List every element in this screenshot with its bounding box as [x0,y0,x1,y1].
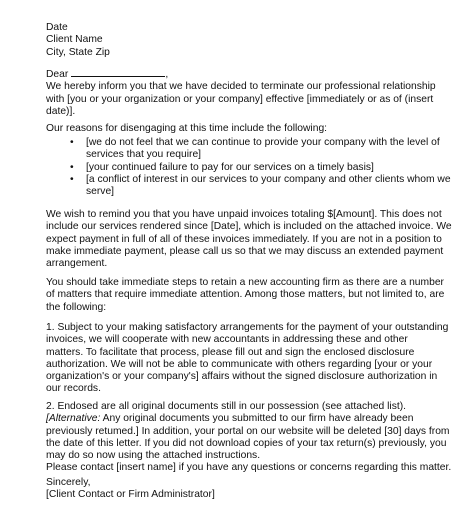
invoices-line-5: arrangement. [46,258,108,270]
invoices-line-2: include our services rendered since [Date], which is included on the attached invoice. We [46,221,452,233]
reason-3-line-2: serve] [86,186,115,198]
steps-line-2: of matters that require immediate attention. Among those matters, but not limited to, are [46,289,445,301]
item-2-line-4: the date of this letter. If you did not download copies of your tax return(s) previously, you [46,437,447,449]
invoices-paragraph [46,209,466,270]
item-1-line-5: organization's or your company's] affairs without the signed disclosure authorization in [46,371,438,383]
reason-1-line-1: [we do not feel that we can continue to provide your company with the level of [86,137,440,148]
reasons-list [62,137,466,198]
item-1-line-3: matters. To facilitate that process, please fill out and sign the enclosed disclosure [46,346,415,358]
steps-line-1: You should take immediate steps to retain a new accounting firm as there are a number [46,277,444,288]
item-1-paragraph [46,322,466,396]
recipient-blank-line [71,67,165,77]
signer-line: [Client Contact or Firm Administrator] [46,489,215,501]
reason-1-line-2: services that you require] [86,149,202,161]
list-item [62,137,466,162]
reason-3-line-1: [a conflict of interest in our services to your company and other clients whom we [86,173,451,185]
item-2-line-2 [46,413,466,425]
item-2-line-6: Please contact [insert name] if you have any questions or concerns regarding this matter. [46,462,452,474]
intro-line-1: We hereby inform you that we have decided to terminate our professional relationship [46,81,436,93]
item-1-line-1: 1. Subject to your making satisfactory arrangements for the payment of your outstanding [46,322,449,333]
salutation-text: Dear [46,69,69,80]
bullet-icon: • [70,173,74,185]
item-2-line-5: may do so now using the attached instructions. [46,450,261,462]
date-line: Date [46,22,68,33]
closing-block [46,477,466,502]
item-2-line-1: 2. Endosed are all original documents still in our possession (see attached list). [46,401,407,412]
salutation-line [46,67,466,81]
recipient-block [46,22,466,59]
city-state-zip-line: City, State Zip [46,46,110,58]
item-2-line-2-rest: Any original documents you submitted to our firm have already been [100,413,414,425]
intro-line-3: date)]. [46,105,76,117]
reason-2-line-1: [your continued failure to pay for our services on a timely basis] [86,161,374,173]
item-1-line-4: authorization. We will not be able to communicate with others regarding [your or your [46,358,433,370]
steps-paragraph [46,277,466,314]
item-2-paragraph [46,401,466,475]
item-2-line-3: previously retumed.] In addition, your portal on our website will be deleted [30] days from [46,425,450,437]
invoices-line-3: expect payment in full of all of these invoices immediately. If you are not in a position to [46,233,442,245]
item-1-line-2: invoices, we will cooperate with new accountants in addressing these and other [46,334,408,346]
list-item [62,162,466,174]
reasons-heading: Our reasons for disengaging at this time include the following: [46,123,328,134]
salutation-comma: , [165,69,169,80]
bullet-icon: • [70,137,74,148]
invoices-line-1: We wish to remind you that you have unpaid invoices totaling $[Amount]. This does not [46,209,442,220]
steps-line-3: the following: [46,301,107,313]
item-1-line-6: our records. [46,383,101,395]
sincerely-line: Sincerely, [46,477,91,488]
client-name-line: Client Name [46,34,103,46]
salutation-block [46,67,466,118]
list-item [62,174,466,199]
bullet-icon: • [70,161,74,173]
intro-line-2: with [you or your organization or your company] effective [immediately or as of (insert [46,93,434,105]
invoices-line-4: make immediate payment, please call us so that we may discuss an extended payment [46,245,444,257]
alternative-label: [Alternative: [46,413,101,425]
